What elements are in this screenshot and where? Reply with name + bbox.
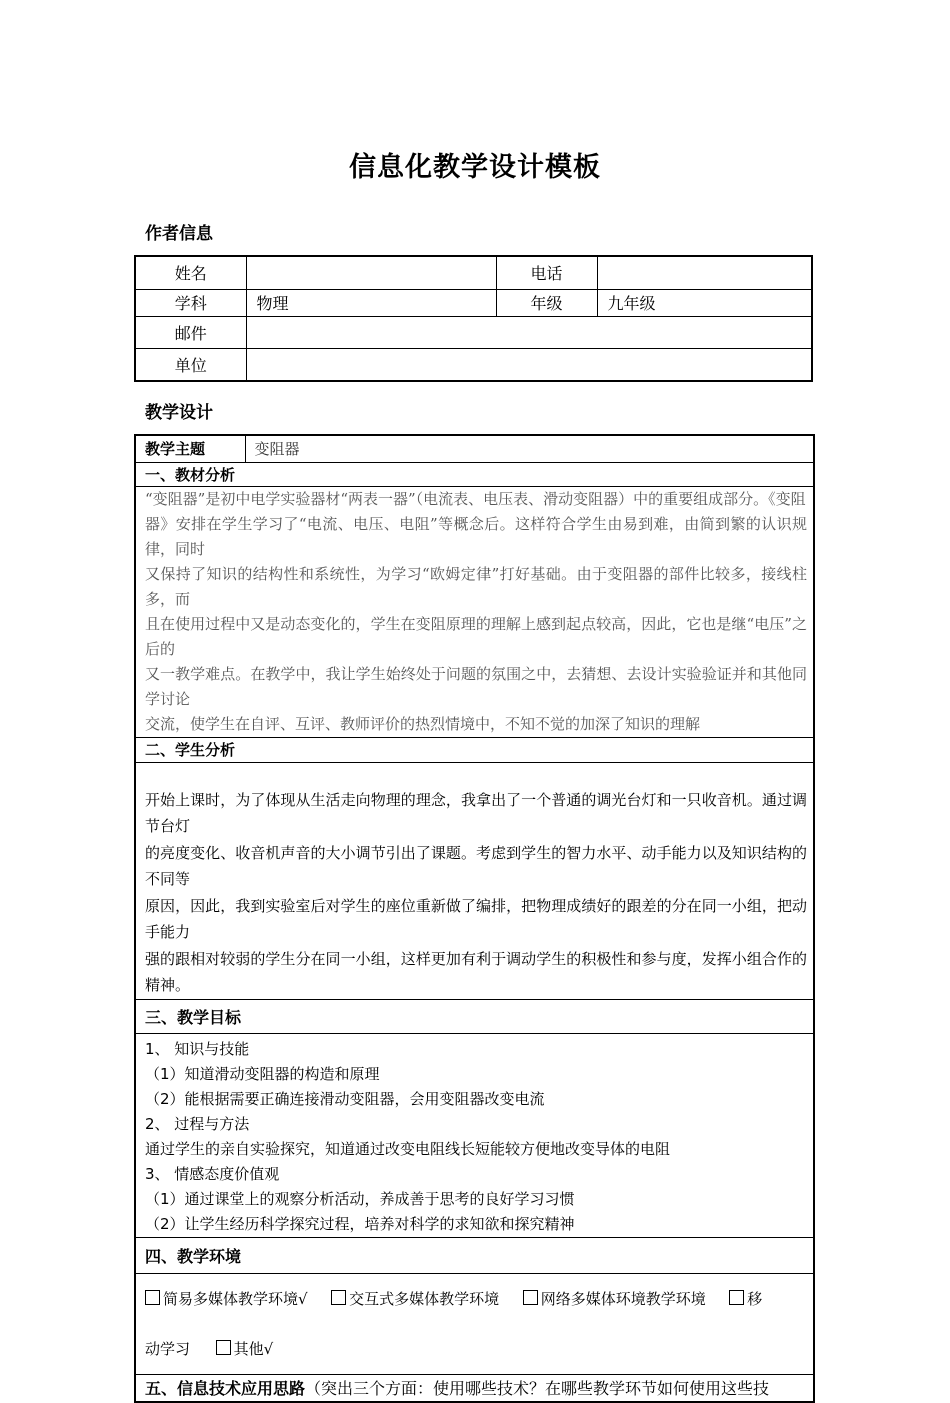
topic-label: 教学主题 — [135, 435, 245, 462]
table-row — [135, 1374, 814, 1402]
option-label: 移 — [747, 1289, 763, 1308]
email-field[interactable] — [246, 316, 812, 348]
checkbox-icon[interactable] — [145, 1290, 160, 1305]
text-line: 又一教学难点。在教学中，我让学生始终处于问题的氛围之中，去猜想、去设计实验验证并和其他同学讨论 — [145, 664, 807, 708]
text-line: 3、 情感态度价值观 — [145, 1164, 280, 1183]
text-line: 开始上课时，为了体现从生活走向物理的理念，我拿出了一个普通的调光台灯和一只收音机。通过调节台灯 — [145, 790, 807, 835]
section1-title: 一、教材分析 — [135, 462, 814, 486]
option-label: 交互式多媒体教学环境 — [349, 1289, 500, 1308]
section5-title — [135, 1374, 814, 1402]
design-table — [134, 434, 815, 1403]
table-row — [135, 462, 814, 486]
checkbox-icon[interactable] — [216, 1340, 231, 1355]
phone-field[interactable] — [597, 256, 812, 289]
subject-field[interactable]: 物理 — [246, 289, 496, 316]
text-line: （1）知道滑动变阻器的构造和原理 — [145, 1064, 380, 1083]
subject-label: 学科 — [135, 289, 246, 316]
option-label: 简易多媒体教学环境√ — [163, 1289, 308, 1308]
env-option-network[interactable] — [523, 1290, 706, 1308]
text-line: “变阻器”是初中电学实验器材“两表一器”（电流表、电压表、滑动变阻器）中的重要组成部分。《变阻 — [145, 489, 806, 508]
text-line: 又保持了知识的结构性和系统性，为学习“欧姆定律”打好基础。由于变阻器的部件比较多，接线柱多，而 — [145, 564, 807, 608]
table-row — [135, 1237, 814, 1273]
text-line: （2）让学生经历科学探究过程，培养对科学的求知欲和探究精神 — [145, 1214, 575, 1233]
email-label: 邮件 — [135, 316, 246, 348]
phone-label: 电话 — [496, 256, 597, 289]
section2-title: 二、学生分析 — [135, 737, 814, 762]
text-line: 器》安排在学生学习了“电流、电压、电阻”等概念后。这样符合学生由易到难，由简到繁的认识规律，同时 — [145, 514, 807, 558]
text-line: （1）通过课堂上的观察分析活动，养成善于思考的良好学习习惯 — [145, 1189, 575, 1208]
text-line: 交流，使学生在自评、互评、教师评价的热烈情境中，不知不觉的加深了知识的理解 — [145, 714, 701, 733]
design-heading: 教学设计 — [145, 403, 213, 423]
grade-label: 年级 — [496, 289, 597, 316]
section4-title: 四、教学环境 — [135, 1237, 814, 1273]
table-row — [135, 316, 812, 348]
table-row — [135, 999, 814, 1033]
teaching-goals — [135, 1033, 814, 1237]
section5-heading: 五、信息技术应用思路 — [145, 1379, 306, 1399]
table-row — [135, 435, 814, 462]
checkbox-icon[interactable] — [729, 1290, 744, 1305]
option-label: 其他√ — [233, 1339, 274, 1358]
env-option-mobile[interactable] — [729, 1290, 762, 1308]
topic-field[interactable]: 变阻器 — [245, 435, 814, 462]
name-label: 姓名 — [135, 256, 246, 289]
env-option-other[interactable] — [216, 1340, 274, 1358]
text-line: 2、 过程与方法 — [145, 1114, 250, 1133]
text-line: 1、 知识与技能 — [145, 1039, 250, 1058]
student-analysis — [135, 762, 814, 999]
checkbox-icon[interactable] — [523, 1290, 538, 1305]
text-line: 通过学生的亲自实验探究，知道通过改变电阻线长短能较方便地改变导体的电阻 — [145, 1139, 671, 1158]
env-option-simple[interactable] — [145, 1290, 308, 1308]
option-label: 网络多媒体环境教学环境 — [540, 1289, 706, 1308]
name-field[interactable] — [246, 256, 496, 289]
grade-field[interactable]: 九年级 — [597, 289, 812, 316]
teaching-environment — [135, 1273, 814, 1374]
text-line: （2）能根据需要正确连接滑动变阻器，会用变阻器改变电流 — [145, 1089, 545, 1108]
text-line: 的亮度变化、收音机声音的大小调节引出了课题。考虑到学生的智力水平、动手能力以及知识结构的不同等 — [145, 843, 807, 888]
unit-label: 单位 — [135, 348, 246, 381]
author-info-heading: 作者信息 — [145, 224, 213, 244]
option-label: 动学习 — [145, 1339, 191, 1358]
text-line: 原因，因此，我到实验室后对学生的座位重新做了编排，把物理成绩好的跟差的分在同一小组，把动手能力 — [145, 896, 807, 941]
checkbox-icon[interactable] — [331, 1290, 346, 1305]
author-info-table — [134, 255, 813, 382]
table-row — [135, 289, 812, 316]
text-line: 强的跟相对较弱的学生分在同一小组，这样更加有利于调动学生的积极性和参与度，发挥小组合作的精神。 — [145, 949, 807, 994]
section3-title: 三、教学目标 — [135, 999, 814, 1033]
table-row — [135, 256, 812, 289]
table-row — [135, 486, 814, 737]
table-row — [135, 348, 812, 381]
env-option-interactive[interactable] — [331, 1290, 499, 1308]
unit-field[interactable] — [246, 348, 812, 381]
table-row — [135, 737, 814, 762]
table-row — [135, 1273, 814, 1374]
page-title: 信息化教学设计模板 — [349, 152, 601, 183]
table-row — [135, 762, 814, 999]
section5-note: （突出三个方面：使用哪些技术？在哪些教学环节如何使用这些技 — [305, 1379, 770, 1399]
textbook-analysis — [135, 486, 814, 737]
text-line: 且在使用过程中又是动态变化的，学生在变阻原理的理解上感到起点较高，因此，它也是继“电压”之后的 — [145, 614, 807, 658]
table-row — [135, 1033, 814, 1237]
